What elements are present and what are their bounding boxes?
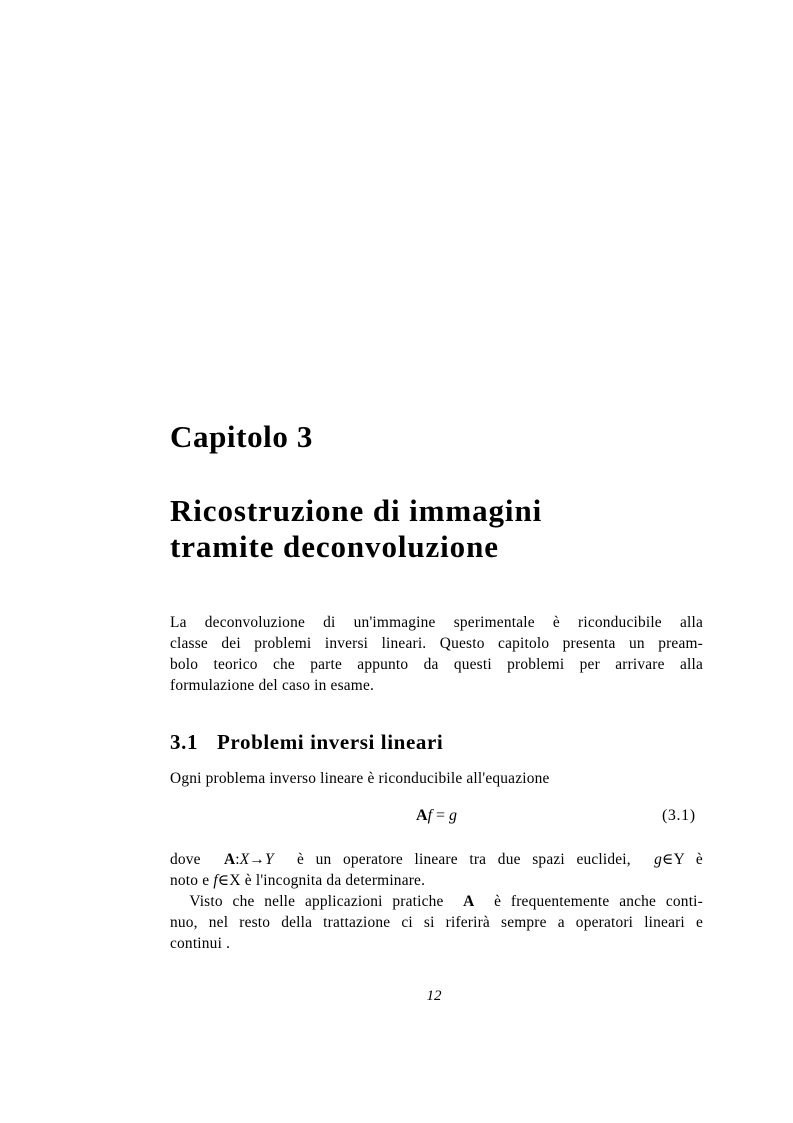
intro-line-1: La deconvoluzione di un'immagine sperimentale è riconducibile alla <box>170 614 703 631</box>
page-number: 12 <box>426 988 442 1004</box>
body-line-3 <box>170 891 703 912</box>
arrow-symbol: → <box>249 851 265 868</box>
lead-paragraph <box>170 768 703 789</box>
chapter-title-line-1: Ricostruzione di immagini <box>170 493 543 528</box>
lead-text: Ogni problema inverso lineare è riconducibile all'equazione <box>170 770 550 787</box>
body-word: è <box>695 851 703 868</box>
body-line-5: continui . <box>170 935 231 952</box>
chapter-title <box>170 493 542 565</box>
equation <box>416 804 457 828</box>
body-text: Visto che nelle applicazioni pratiche <box>189 893 444 910</box>
section-title: Problemi inversi lineari <box>217 730 444 754</box>
body-paragraph <box>170 849 703 954</box>
intro-line-4: formulazione del caso in esame. <box>170 677 375 694</box>
g-symbol: g <box>654 851 662 868</box>
colon-symbol: : <box>235 851 240 868</box>
chapter-label: Capitolo 3 <box>170 419 313 454</box>
space-x-symbol: X <box>239 851 250 868</box>
element-of-symbol: ∈ <box>217 872 230 889</box>
intro-line-2: classe dei problemi inversi lineari. Questo capitolo presenta un pream- <box>170 635 703 652</box>
body-line-4: nuo, nel resto della trattazione ci si riferirà sempre a operatori lineari e <box>170 914 703 931</box>
body-line-2 <box>170 870 703 891</box>
f-symbol: f <box>213 872 218 889</box>
operator-symbol: A <box>223 851 236 868</box>
set-x-symbol: X <box>229 872 241 889</box>
equation-data: g <box>449 807 458 824</box>
intro-paragraph <box>170 612 703 696</box>
body-text: è l'incognita da determinare. <box>244 872 426 889</box>
body-text: è un operatore lineare tra due spazi euclidei, <box>296 851 631 868</box>
element-of-symbol: ∈ <box>661 851 674 868</box>
equation-unknown: f <box>427 807 433 824</box>
body-text: noto e <box>170 872 210 889</box>
operator-symbol: A <box>463 893 475 910</box>
body-line-1 <box>170 849 703 870</box>
section-number: 3.1 <box>170 730 199 754</box>
chapter-title-line-2: tramite deconvoluzione <box>170 529 499 564</box>
intro-line-3: bolo teorico che parte appunto da questi problemi per arrivare alla <box>170 656 703 673</box>
section-heading <box>170 728 443 756</box>
equation-equals: = <box>436 807 446 824</box>
set-y-symbol: Y <box>673 851 685 868</box>
space-y-symbol: Y <box>264 851 274 868</box>
body-word: dove <box>170 851 201 868</box>
equation-number: (3.1) <box>662 807 696 824</box>
body-text: è frequentemente anche conti- <box>494 893 703 910</box>
equation-operator: A <box>416 807 428 824</box>
